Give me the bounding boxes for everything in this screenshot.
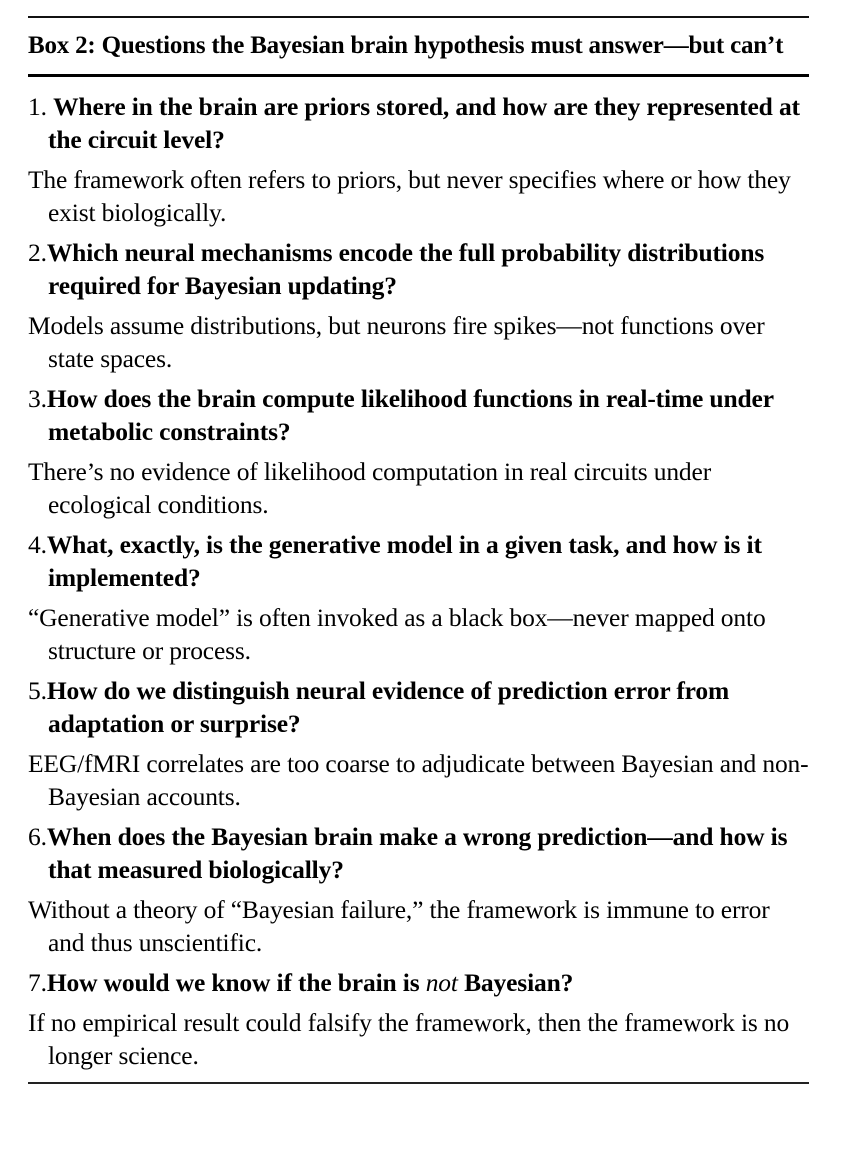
question-item-4 xyxy=(28,528,809,594)
question-emphasis: not xyxy=(425,968,458,997)
answer-item-6: Without a theory of “Bayesian failure,” the framework is immune to error and thus unscientific. xyxy=(28,895,770,957)
question-number: 7. xyxy=(28,968,47,997)
question-item-3 xyxy=(28,382,809,448)
answer-item-1: The framework often refers to priors, but never specifies where or how they exist biologically. xyxy=(28,165,791,227)
question-number: 6. xyxy=(28,822,47,851)
question-number: 4. xyxy=(28,530,47,559)
question-item-5 xyxy=(28,674,809,740)
question-number: 1. xyxy=(28,92,54,121)
answer-item-7: If no empirical result could falsify the framework, then the framework is no longer science. xyxy=(28,1008,790,1070)
question-item-1 xyxy=(28,90,809,156)
bottom-rule xyxy=(28,1082,809,1084)
answer-item-3: There’s no evidence of likelihood computation in real circuits under ecological conditions. xyxy=(28,457,712,519)
question-text-after: Bayesian? xyxy=(457,968,574,997)
question-item-7 xyxy=(28,966,809,999)
question-item-2 xyxy=(28,236,809,302)
answer-item-4: “Generative model” is often invoked as a black box—never mapped onto structure or process. xyxy=(28,603,766,665)
box-title: Box 2: Questions the Bayesian brain hypothesis must answer—but can’t xyxy=(28,32,784,59)
question-number: 2. xyxy=(28,238,47,267)
question-item-6 xyxy=(28,820,809,886)
question-number: 3. xyxy=(28,384,47,413)
question-text: When does the Bayesian brain make a wrong prediction—and how is that measured biologically? xyxy=(46,822,788,884)
question-text: Where in the brain are priors stored, and how are they represented at the circuit level? xyxy=(48,92,800,154)
question-text-before: How would we know if the brain is xyxy=(46,968,426,997)
question-text: What, exactly, is the generative model in a given task, and how is it implemented? xyxy=(46,530,762,592)
answer-item-2: Models assume distributions, but neurons fire spikes—not functions over state spaces. xyxy=(28,311,765,373)
question-text: How does the brain compute likelihood functions in real-time under metabolic constraints? xyxy=(46,384,774,446)
question-text: How do we distinguish neural evidence of prediction error from adaptation or surprise? xyxy=(46,676,730,738)
answer-item-5: EEG/fMRI correlates are too coarse to adjudicate between Bayesian and non-Bayesian accounts. xyxy=(28,749,809,811)
question-list xyxy=(28,77,809,1072)
question-text: Which neural mechanisms encode the full probability distributions required for Bayesian updating? xyxy=(46,238,765,300)
question-number: 5. xyxy=(28,676,47,705)
text-box xyxy=(28,16,809,1084)
question-text xyxy=(47,968,573,997)
